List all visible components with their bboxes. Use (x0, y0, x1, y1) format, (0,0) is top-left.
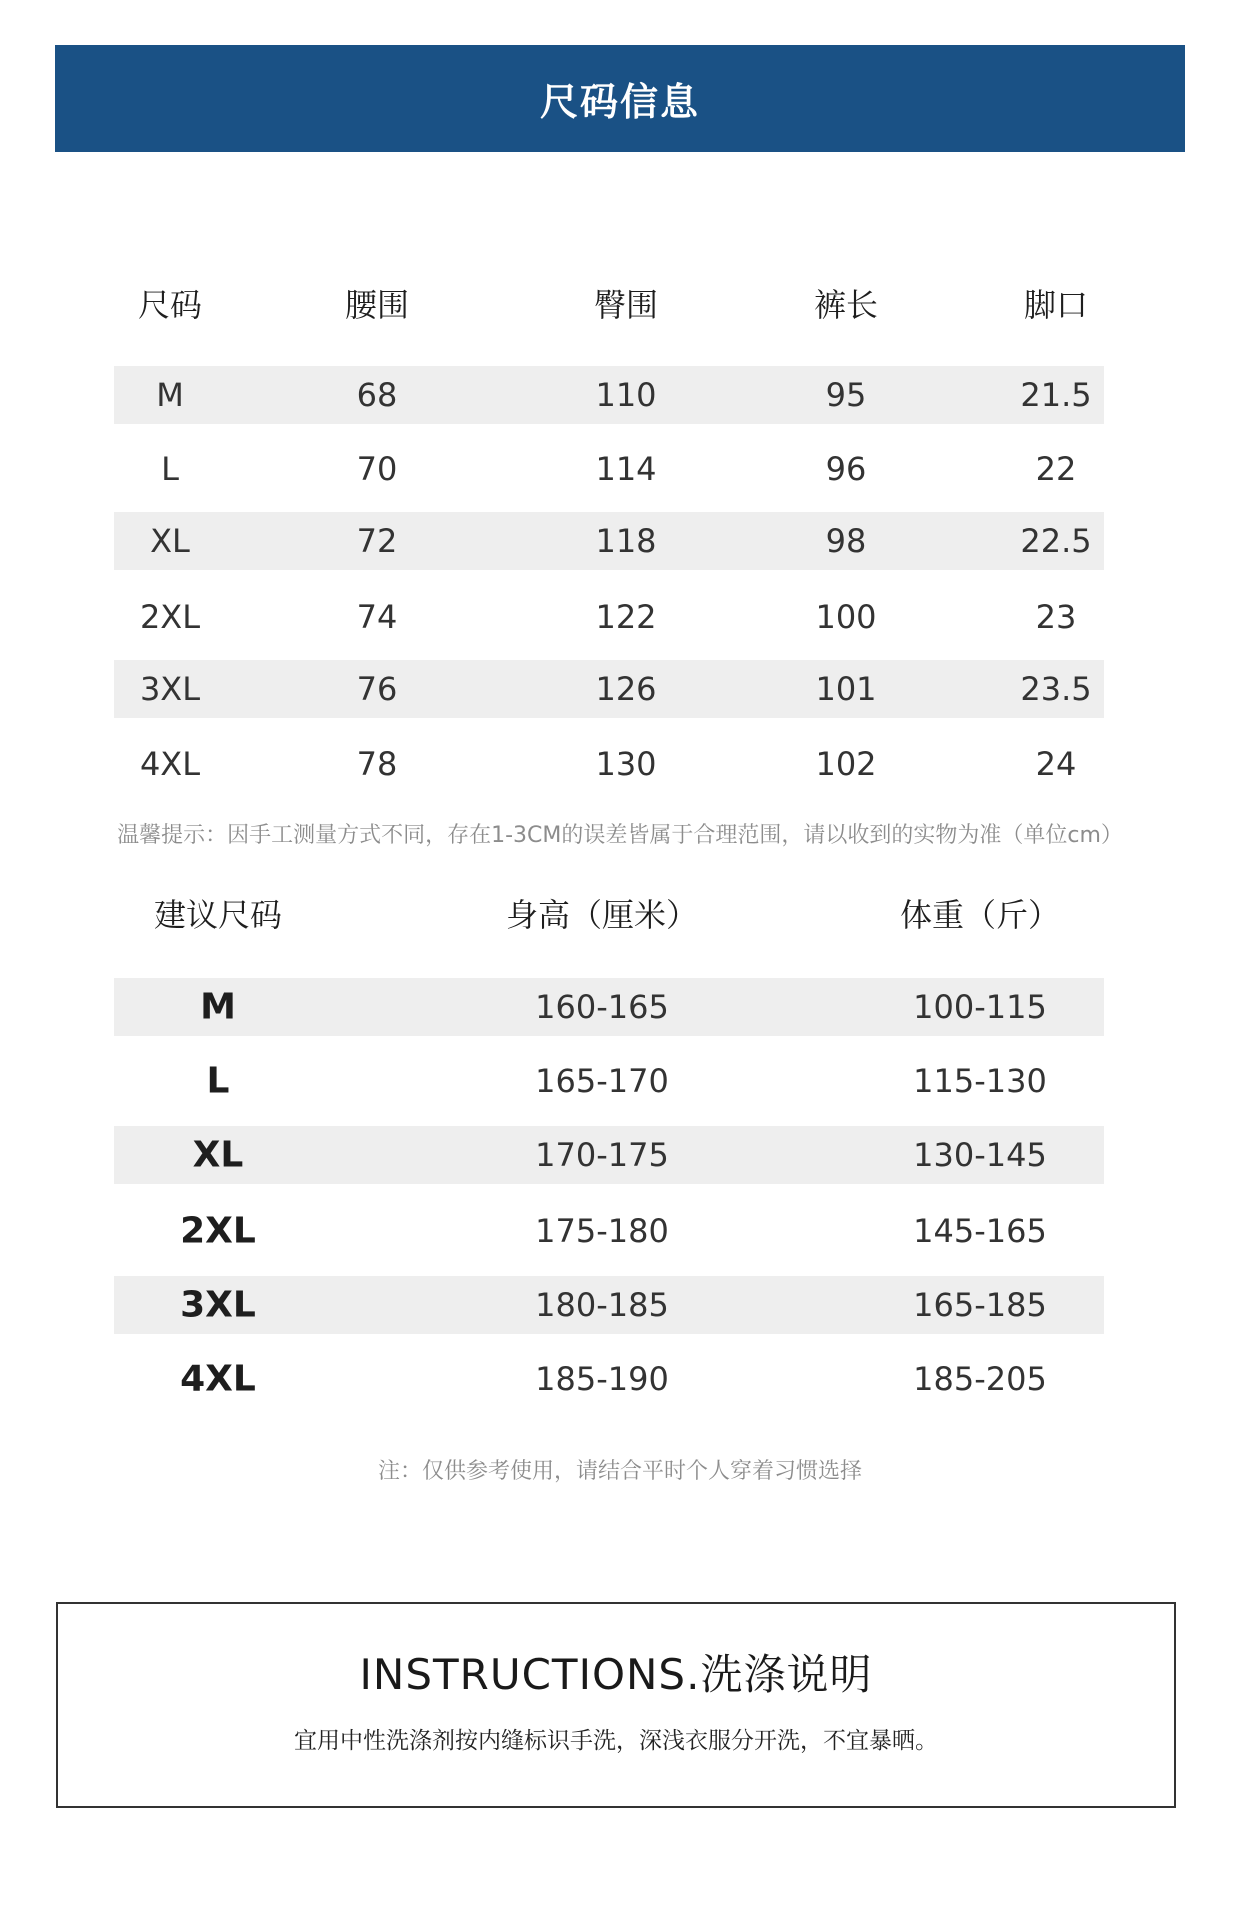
instructions-text: 宜用中性洗涤剂按内缝标识手洗，深浅衣服分开洗，不宜暴晒。 (294, 1728, 938, 1754)
table-row (0, 1350, 1240, 1408)
table-row (0, 440, 1240, 498)
cell-size: XL (150, 522, 190, 560)
cell-height: 175-180 (535, 1212, 669, 1250)
header-leg-opening: 脚口 (1023, 286, 1089, 324)
cell-weight: 185-205 (913, 1360, 1047, 1398)
reference-note: 注：仅供参考使用，请结合平时个人穿着习惯选择 (377, 1459, 862, 1484)
cell-waist: 74 (356, 598, 398, 636)
cell-waist: 70 (356, 450, 398, 488)
cell-size: XL (192, 1134, 244, 1176)
cell-size: M (200, 986, 236, 1028)
table-row (0, 1052, 1240, 1110)
table-row (0, 512, 1240, 570)
cell-hip: 122 (595, 598, 657, 636)
cell-weight: 145-165 (913, 1212, 1047, 1250)
cell-weight: 100-115 (913, 988, 1047, 1026)
cell-leg-opening: 23 (1035, 598, 1077, 636)
header-waist: 腰围 (344, 286, 410, 324)
cell-waist: 72 (356, 522, 398, 560)
cell-weight: 115-130 (913, 1062, 1047, 1100)
cell-height: 180-185 (535, 1286, 669, 1324)
instructions-title: INSTRUCTIONS.洗涤说明 (359, 1650, 873, 1699)
cell-leg-opening: 22 (1035, 450, 1077, 488)
table-row (0, 366, 1240, 424)
cell-length: 102 (815, 745, 877, 783)
header-hip: 臀围 (593, 286, 659, 324)
cell-size: 3XL (139, 670, 201, 708)
cell-size: M (156, 376, 184, 414)
cell-height: 185-190 (535, 1360, 669, 1398)
cell-size: 2XL (139, 598, 201, 636)
cell-waist: 78 (356, 745, 398, 783)
measurement-tip: 温馨提示：因手工测量方式不同，存在1-3CM的误差皆属于合理范围，请以收到的实物为准（单位cm） (117, 823, 1123, 848)
cell-hip: 110 (595, 376, 657, 414)
cell-hip: 118 (595, 522, 657, 560)
banner-title: 尺码信息 (539, 80, 700, 124)
table-row (0, 735, 1240, 793)
table-row (0, 660, 1240, 718)
cell-size: 2XL (180, 1210, 256, 1252)
cell-size: L (206, 1060, 230, 1102)
header-length: 裤长 (813, 286, 879, 324)
cell-waist: 76 (356, 670, 398, 708)
cell-length: 98 (825, 522, 867, 560)
cell-size: 3XL (180, 1284, 256, 1326)
table-row (0, 588, 1240, 646)
cell-size: L (161, 450, 179, 488)
cell-leg-opening: 22.5 (1020, 522, 1092, 560)
cell-hip: 130 (595, 745, 657, 783)
cell-length: 101 (815, 670, 877, 708)
table-row (0, 1202, 1240, 1260)
header-height: 身高（厘米） (505, 896, 699, 934)
cell-length: 96 (825, 450, 867, 488)
cell-weight: 165-185 (913, 1286, 1047, 1324)
cell-weight: 130-145 (913, 1136, 1047, 1174)
cell-leg-opening: 21.5 (1020, 376, 1092, 414)
table-row (0, 978, 1240, 1036)
table-row (0, 1276, 1240, 1334)
cell-leg-opening: 23.5 (1020, 670, 1092, 708)
cell-hip: 126 (595, 670, 657, 708)
header-size: 尺码 (137, 286, 203, 324)
cell-size: 4XL (180, 1358, 256, 1400)
cell-height: 170-175 (535, 1136, 669, 1174)
header-weight: 体重（斤） (899, 896, 1061, 934)
cell-size: 4XL (139, 745, 201, 783)
table-row (0, 1126, 1240, 1184)
size-info-banner (55, 45, 1185, 152)
cell-leg-opening: 24 (1035, 745, 1077, 783)
cell-hip: 114 (595, 450, 657, 488)
instructions-box (56, 1602, 1176, 1808)
header-recommended-size: 建议尺码 (153, 896, 283, 934)
cell-length: 95 (825, 376, 867, 414)
cell-height: 165-170 (535, 1062, 669, 1100)
cell-length: 100 (815, 598, 877, 636)
cell-height: 160-165 (535, 988, 669, 1026)
cell-waist: 68 (356, 376, 398, 414)
